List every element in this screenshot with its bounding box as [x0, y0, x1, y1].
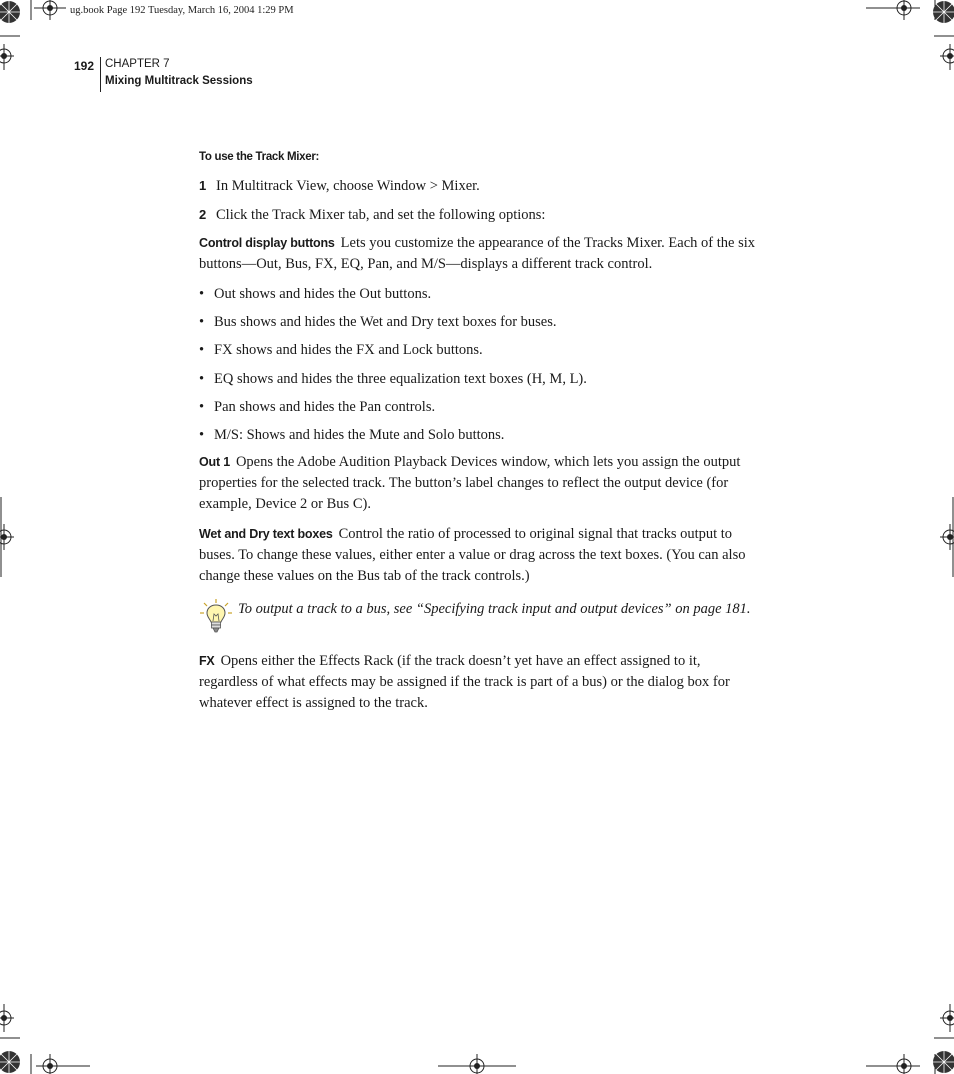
bullet-icon: • — [199, 426, 205, 443]
definition-text: Opens either the Effects Rack (if the track doesn’t yet have an effect assigned to it, regardless of what effects may be assigned if the track is part of a bus) or the dialog box for whatever effect is assigned to the track. — [199, 652, 730, 711]
bullet-icon: • — [199, 314, 205, 331]
wet-dry-paragraph — [199, 524, 757, 587]
step-2 — [199, 204, 757, 226]
bullet-icon: • — [199, 342, 205, 359]
step-number: 1 — [199, 178, 207, 193]
chapter-label: CHAPTER 7 — [105, 58, 170, 70]
bullet-icon: • — [199, 398, 205, 415]
step-1 — [199, 175, 757, 197]
definition-text: Opens the Adobe Audition Playback Devices window, which lets you assign the output properties for the selected track. The button’s label changes to reflect the output device (for example, Device 2 or Bus C). — [199, 453, 741, 512]
control-display-buttons-paragraph — [199, 233, 757, 275]
step-text: In Multitrack View, choose Window > Mixer. — [216, 178, 480, 194]
list-item: • FX shows and hides the FX and Lock buttons. — [199, 340, 757, 361]
list-item: • Pan shows and hides the Pan controls. — [199, 397, 757, 418]
fx-paragraph — [199, 651, 757, 714]
term-wet-dry: Wet and Dry text boxes — [199, 526, 333, 541]
procedure-title: To use the Track Mixer: — [199, 151, 320, 163]
definition-text: Lets you customize the appearance of the Tracks Mixer. Each of the six buttons—Out, Bus, FX, EQ, Pan, and M/S—displays a different track control. — [199, 235, 756, 272]
term-out1: Out 1 — [199, 454, 230, 469]
lightbulb-icon — [199, 597, 233, 635]
chapter-title: Mixing Multitrack Sessions — [105, 75, 253, 87]
term-fx: FX — [199, 653, 215, 668]
list-item: • M/S: Shows and hides the Mute and Solo buttons. — [199, 425, 757, 446]
step-text: Click the Track Mixer tab, and set the following options: — [216, 207, 546, 223]
bullet-icon: • — [199, 286, 205, 302]
definition-text: Control the ratio of processed to original signal that tracks output to buses. To change these values, either enter a value or drag across the text boxes. (You can also change these values on the Bus tab of the track controls.) — [199, 525, 746, 584]
bullet-icon: • — [199, 370, 205, 387]
term-control-display-buttons: Control display buttons — [199, 236, 335, 250]
list-item: • EQ shows and hides the three equalization text boxes (H, M, L). — [199, 369, 757, 390]
step-number: 2 — [199, 207, 207, 222]
header-divider — [100, 57, 101, 92]
list-item: • Out shows and hides the Out buttons. — [199, 284, 757, 305]
tip-note — [199, 599, 757, 635]
list-item: • Bus shows and hides the Wet and Dry text boxes for buses. — [199, 312, 757, 333]
page-body — [199, 148, 757, 720]
out1-paragraph — [199, 452, 757, 515]
tip-text: To output a track to a bus, see “Specifying track input and output devices” on page 181. — [238, 600, 751, 617]
button-list — [199, 284, 757, 446]
print-slug: ug.book Page 192 Tuesday, March 16, 2004 1:29 PM — [70, 5, 294, 16]
page-number: 192 — [74, 59, 95, 73]
